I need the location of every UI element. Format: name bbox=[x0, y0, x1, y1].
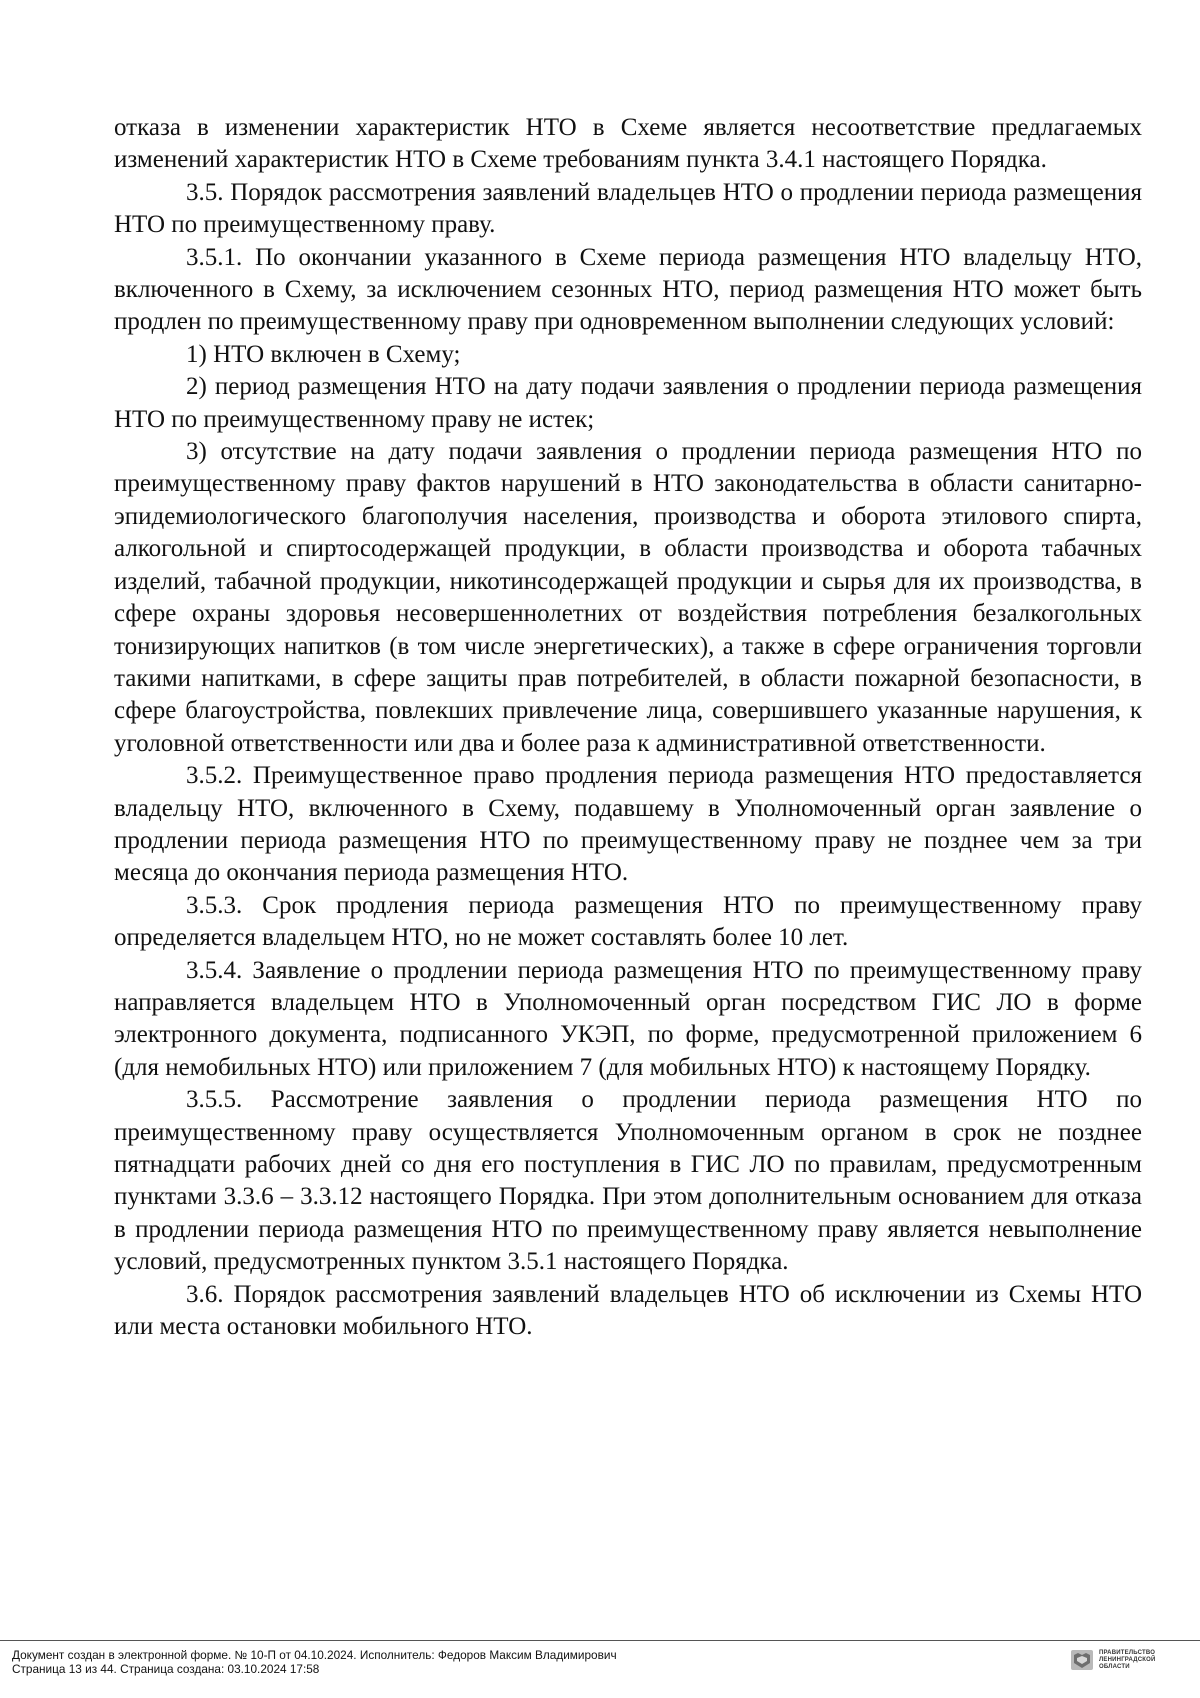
paragraph-3: 3.5.1. По окончании указанного в Схеме периода размещения НТО владельцу НТО, включенного в Схему, за исключением сезонных НТО, период размещения НТО может быть продлен по преимущественному праву при одновременном выполнении следующих условий: bbox=[114, 243, 1142, 336]
footer-meta bbox=[12, 1648, 617, 1676]
paragraph-6: 3) отсутствие на дату подачи заявления о продлении периода размещения НТО по преимущественному праву фактов нарушений в НТО законодательства в области санитарно-эпидемиологического благополучия населения, производства и оборота этилового спирта, алкогольной и спиртосодержащей продукции, в области производства и оборота табачных изделий, табачной продукции, никотинсодержащей продукции и сырья для их производства, в сфере охраны здоровья несовершеннолетних от воздействия потребления безалкогольных тонизирующих напитков (в том числе энергетических), а также в сфере ограничения торговли такими напитками, в сфере защиты прав потребителей, в области пожарной безопасности, в сфере благоустройства, повлекших привлечение лица, совершившего указанные нарушения, к уголовной ответственности или два и более раза к административной ответственности. bbox=[114, 438, 1142, 757]
paragraph-7: 3.5.2. Преимущественное право продления периода размещения НТО предоставляется владельцу НТО, включенного в Схему, подавшему в Уполномоченный орган заявление о продлении периода размещения НТО по преимущественному праву не позднее чем за три месяца до окончания периода размещения НТО. bbox=[114, 762, 1142, 887]
government-logo bbox=[1070, 1649, 1163, 1671]
paragraph-2: 3.5. Порядок рассмотрения заявлений владельцев НТО о продлении периода размещения НТО по преимущественному праву. bbox=[114, 178, 1142, 239]
paragraph-10: 3.5.5. Рассмотрение заявления о продлении периода размещения НТО по преимущественному праву осуществляется Уполномоченным органом в срок не позднее пятнадцати рабочих дней со дня его поступления в ГИС ЛО по правилам, предусмотренным пунктами 3.3.6 – 3.3.12 настоящего Порядка. При этом дополнительным основанием для отказа в продлении периода размещения НТО по преимущественному праву является невыполнение условий, предусмотренных пунктом 3.5.1 настоящего Порядка. bbox=[114, 1086, 1142, 1276]
footer-divider bbox=[0, 1640, 1200, 1641]
footer-line-document: Документ создан в электронной форме. № 10-П от 04.10.2024. Исполнитель: Федоров Максим Владимирович bbox=[12, 1648, 617, 1662]
paragraph-8: 3.5.3. Срок продления периода размещения НТО по преимущественному праву определяется владельцем НТО, но не может составлять более 10 лет. bbox=[114, 891, 1142, 952]
paragraph-9: 3.5.4. Заявление о продлении периода размещения НТО по преимущественному праву направляется владельцем НТО в Уполномоченный орган посредством ГИС ЛО в форме электронного документа, подписанного УКЭП, по форме, предусмотренной приложением 6 (для немобильных НТО) или приложением 7 (для мобильных НТО) к настоящему Порядку. bbox=[114, 956, 1142, 1081]
footer-line-page: Страница 13 из 44. Страница создана: 03.10.2024 17:58 bbox=[12, 1662, 320, 1676]
government-logo-text: ПРАВИТЕЛЬСТВО ЛЕНИНГРАДСКОЙ ОБЛАСТИ bbox=[1099, 1649, 1156, 1670]
paragraph-4: 1) НТО включен в Схему; bbox=[186, 340, 461, 368]
paragraph-11: 3.6. Порядок рассмотрения заявлений владельцев НТО об исключении из Схемы НТО или места остановки мобильного НТО. bbox=[114, 1280, 1142, 1341]
paragraph-1: отказа в изменении характеристик НТО в Схеме является несоответствие предлагаемых изменений характеристик НТО в Схеме требованиям пункта 3.4.1 настоящего Порядка. bbox=[114, 114, 1142, 174]
coat-of-arms-icon bbox=[1070, 1649, 1094, 1671]
paragraph-5: 2) период размещения НТО на дату подачи заявления о продлении периода размещения НТО по преимущественному праву не истек; bbox=[114, 373, 1142, 433]
document-body bbox=[114, 112, 1142, 1343]
